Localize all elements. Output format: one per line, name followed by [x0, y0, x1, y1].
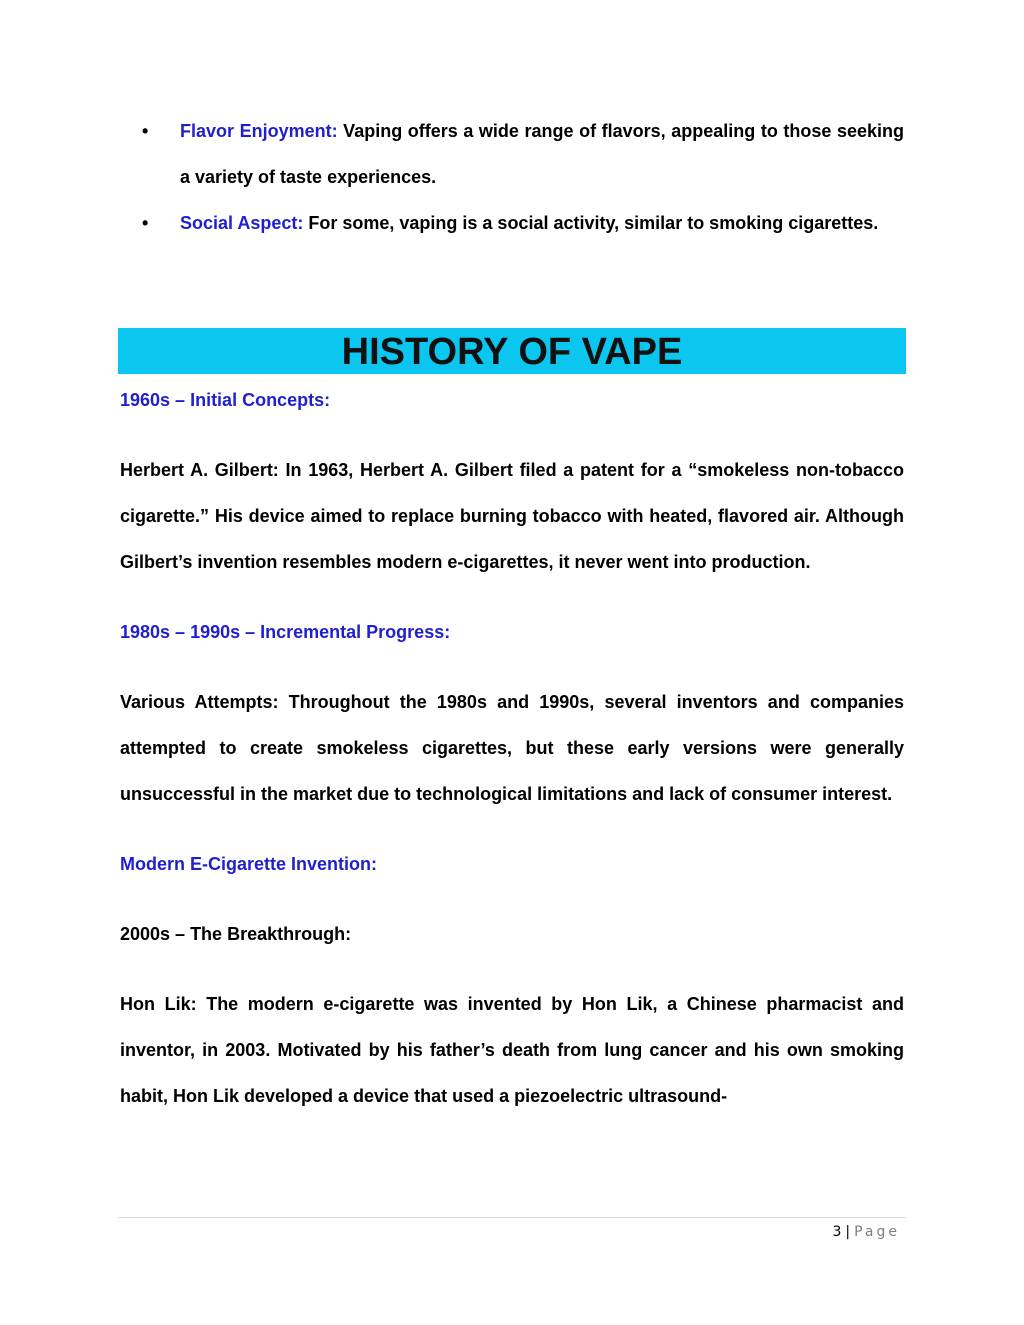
- history-content: [120, 377, 904, 1119]
- bullet-item-flavor: [120, 108, 904, 200]
- footer-separator: |: [845, 1224, 851, 1240]
- section-heading-bar: [118, 328, 906, 374]
- bullet-list: [120, 108, 904, 246]
- subheading-modern-invention: Modern E-Cigarette Invention:: [120, 854, 378, 874]
- subheading-1960s: 1960s – Initial Concepts:: [120, 390, 331, 410]
- paragraph-gilbert: Herbert A. Gilbert: In 1963, Herbert A. Gilbert filed a patent for a “smokeless non-tobacco cigarette.” His device aimed to replace burning tobacco with heated, flavored air. Although Gilbert’s invention resembles modern e-cigarettes, it never went into production.: [120, 460, 904, 572]
- bullet-text: Vaping offers a wide range of flavors, appealing to those seeking a variety of taste experiences.: [180, 121, 904, 187]
- bullet-item-social: [120, 200, 904, 246]
- section-heading: HISTORY OF VAPE: [341, 331, 683, 373]
- paragraph-various-attempts: Various Attempts: Throughout the 1980s and 1990s, several inventors and companies attempted to create smokeless cigarettes, but these early versions were generally unsuccessful in the market due to technological limitations and lack of consumer interest.: [120, 692, 904, 804]
- page-label: Page: [854, 1224, 900, 1240]
- page-number: 3: [832, 1224, 842, 1240]
- paragraph-hon-lik: Hon Lik: The modern e-cigarette was invented by Hon Lik, a Chinese pharmacist and inventor, in 2003. Motivated by his father’s death from lung cancer and his own smoking habit, Hon Lik developed a device that used a piezoelectric ultrasound-: [120, 994, 904, 1106]
- bullet-dot-icon: •: [142, 213, 149, 233]
- subheading-2000s: 2000s – The Breakthrough:: [120, 924, 352, 944]
- subheading-1980s-1990s: 1980s – 1990s – Incremental Progress:: [120, 622, 451, 642]
- page-footer: [832, 1222, 900, 1242]
- bullet-dot-icon: •: [142, 121, 149, 141]
- bullet-term: Flavor Enjoyment:: [180, 121, 338, 141]
- footer-divider: [118, 1217, 906, 1218]
- bullet-term: Social Aspect:: [180, 213, 304, 233]
- bullet-text: For some, vaping is a social activity, similar to smoking cigarettes.: [303, 213, 879, 233]
